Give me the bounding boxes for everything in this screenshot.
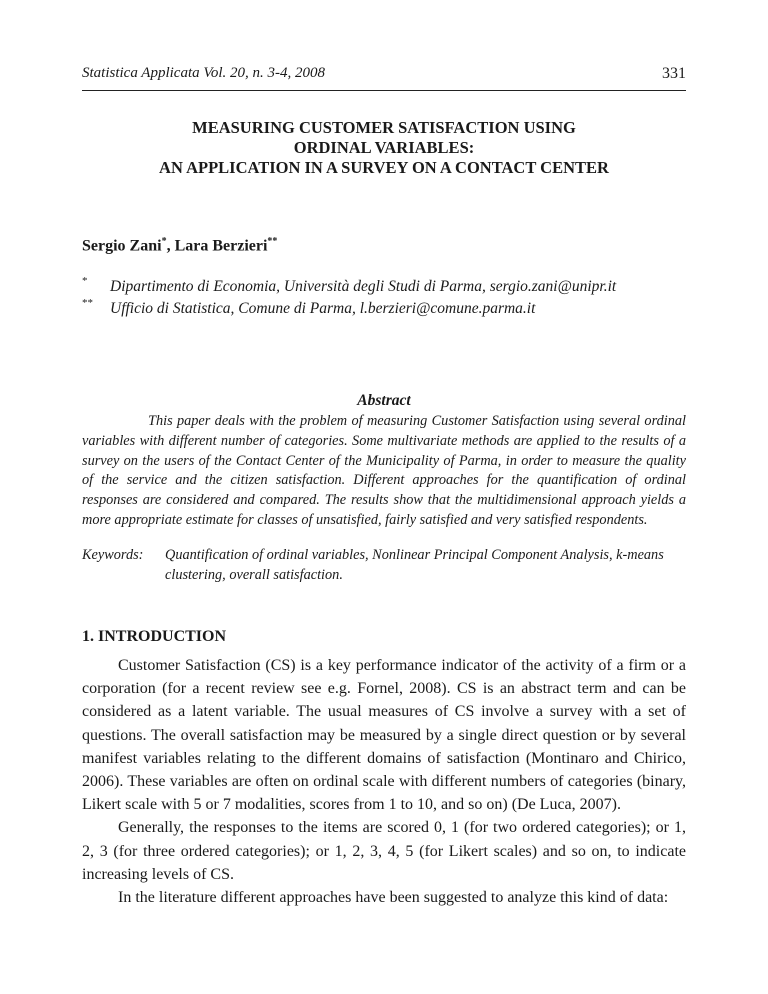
paragraph: Generally, the responses to the items are scored 0, 1 (for two ordered categories); or 1, 2, 3 (for three ordered categories); or 1, 2, 3, 4, 5 (for Likert scales) and so on, to indicate increasing levels of CS. [82, 819, 686, 883]
abstract-text: This paper deals with the problem of measuring Customer Satisfaction using several ordinal variables with different number of categories. Some multivariate methods are applied to the results of a survey on the users of the Contact Center of the Municipality of Parma, in order to measure the quality of the service and the citizen satisfaction. Different approaches for the quantification of ordinal responses are considered and compared. The results show that the multidimensional approach yields a more appropriate estimate for classes of unsatisfied, fairly satisfied and very satisfied respondents. [82, 413, 686, 528]
section-heading: 1. INTRODUCTION [82, 628, 227, 645]
paragraph: In the literature different approaches have been suggested to analyze this kind of data: [118, 889, 669, 907]
title-line: AN APPLICATION IN A SURVEY ON A CONTACT CENTER [159, 158, 609, 177]
affiliation-text: Ufficio di Statistica, Comune di Parma, l.berzieri@comune.parma.it [110, 300, 536, 317]
paper-title [82, 118, 686, 178]
title-line: ORDINAL VARIABLES: [293, 138, 475, 157]
affiliation-text: Dipartimento di Economia, Università degli Studi di Parma, sergio.zani@unipr.it [110, 278, 617, 295]
affiliation-marker: ** [267, 236, 278, 247]
author-list [82, 236, 277, 255]
keywords-label: Keywords: [82, 547, 144, 563]
author-name: Sergio Zani [82, 237, 162, 255]
affiliation-marker: * [82, 275, 88, 287]
header-rule [82, 90, 686, 91]
running-head [82, 65, 686, 82]
affiliation-marker: ** [82, 297, 93, 309]
page-number: 331 [662, 65, 686, 82]
paragraph: Customer Satisfaction (CS) is a key performance indicator of the activity of a firm or a corporation (for a recent review see e.g. Fornel, 2008). CS is an abstract term and can be considered as a latent variable. The usual measures of CS involve a survey with a set of questions. The overall satisfaction may be measured by a single direct question or by several manifest variables relating to the different domains of satisfaction (Montinaro and Chirico, 2006). These variables are often on ordinal scale with different numbers of categories (binary, Likert scale with 5 or 7 modalities, scores from 1 to 10, and so on) (De Luca, 2007). [82, 657, 686, 814]
abstract-heading: Abstract [357, 392, 411, 409]
author-name: Lara Berzieri [174, 237, 268, 255]
journal-citation: Statistica Applicata Vol. 20, n. 3-4, 2008 [82, 65, 326, 81]
affiliation-marker: * [161, 236, 167, 247]
title-line: MEASURING CUSTOMER SATISFACTION USING [192, 118, 576, 137]
keywords-text: Quantification of ordinal variables, Nonlinear Principal Component Analysis, k-means clustering, overall satisfaction. [165, 547, 664, 583]
section-body [82, 654, 686, 909]
author-separator: , [166, 237, 175, 255]
